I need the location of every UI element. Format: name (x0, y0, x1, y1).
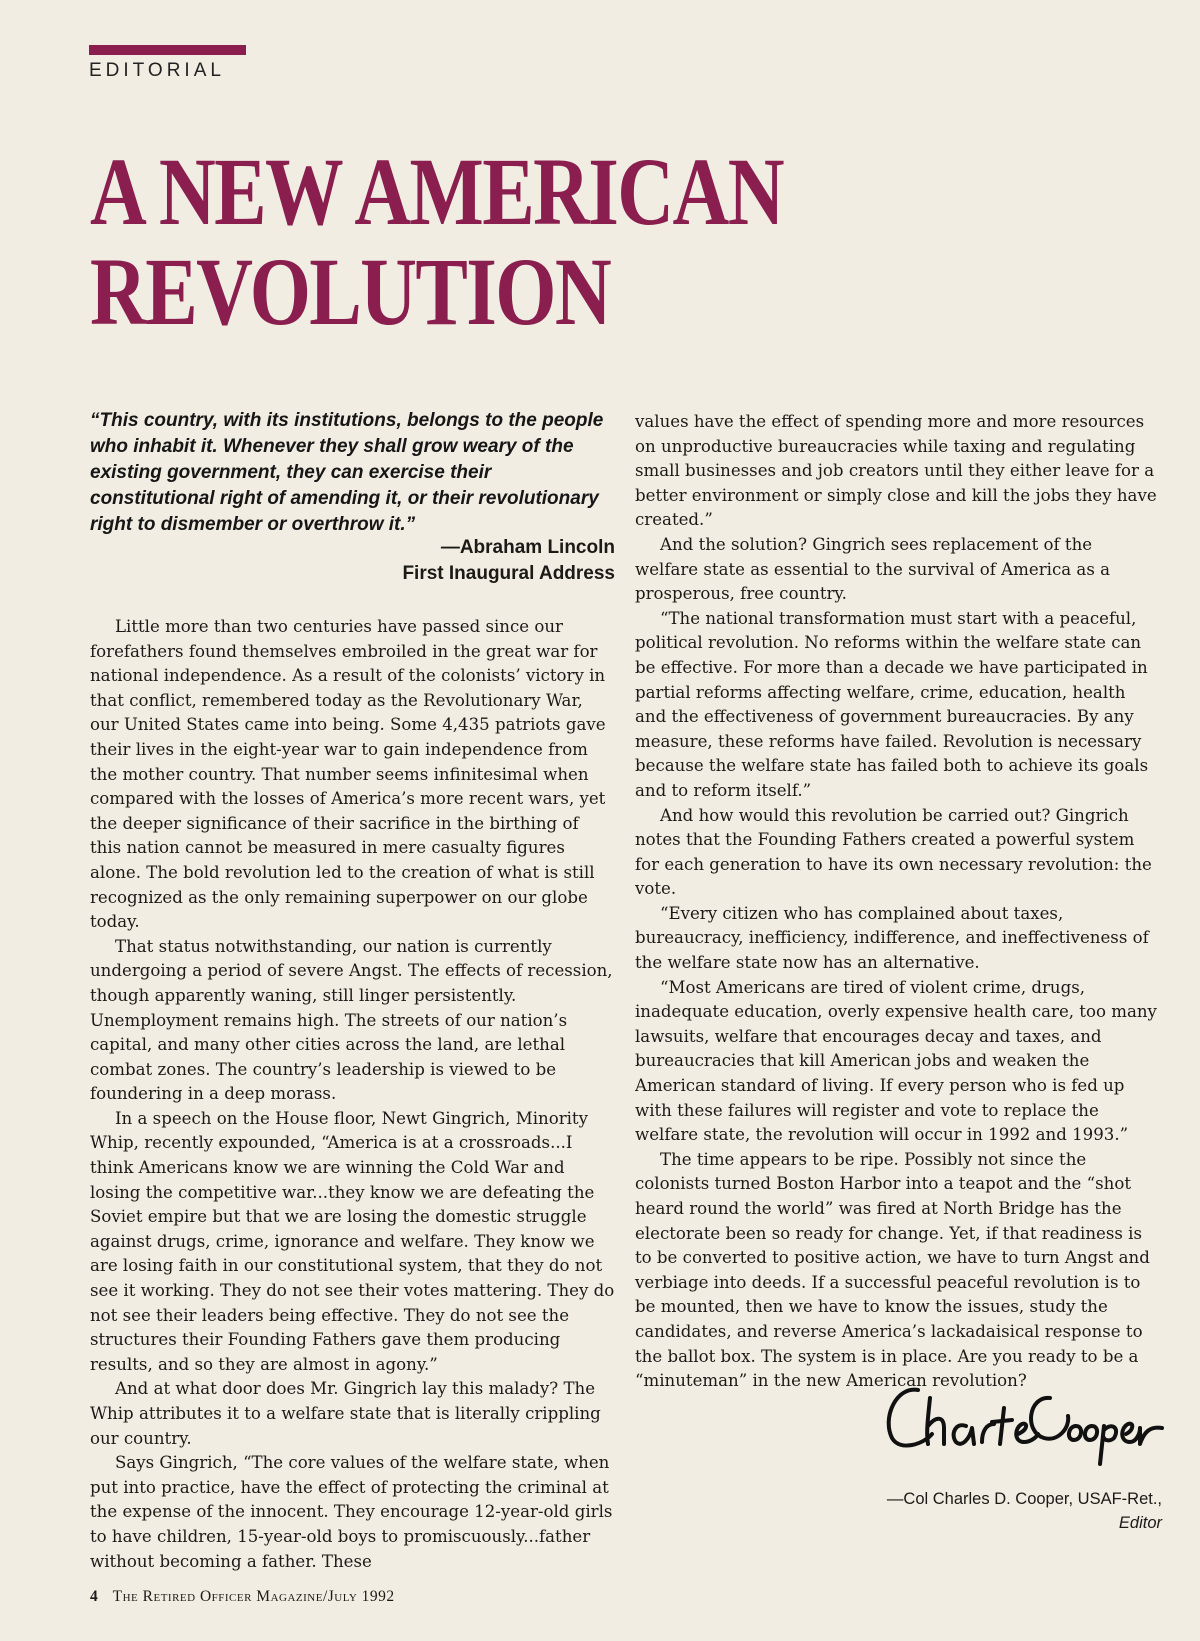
body-paragraph: And how would this revolution be carried out? Gingrich notes that the Founding Fathers created a powerful system for each generation to have its own necessary revolution: the vote. (635, 805, 1152, 899)
body-paragraph: “Most Americans are tired of violent crime, drugs, inadequate education, overly expensive health care, too many lawsuits, welfare that encourages decay and taxes, and bureaucracies that kill American jobs and weaken the American standard of living. If every person who is fed up with these failures will register and vote to replace the welfare state, the revolution will occur in 1992 and 1993.” (635, 977, 1157, 1145)
body-paragraph: “The national transformation must start with a peaceful, political revolution. No reforms within the welfare state can be effective. For more than a decade we have participated in partial reforms affecting welfare, crime, education, health and the effectiveness of government bureaucracies. By any measure, these reforms have failed. Revolution is necessary because the welfare state has failed both to achieve its goals and to reform itself.” (635, 608, 1149, 800)
epigraph-quote: “This country, with its institutions, belongs to the people who inhabit it. Whenever they shall grow weary of the existing government, they can exercise their constitutional right of amending it, or their revolutionary right to dismember or overthrow it.” (90, 410, 604, 535)
signature-title: Editor (1118, 1514, 1162, 1532)
headline-line-1: A NEW AMERICAN (90, 138, 783, 245)
body-paragraph: Says Gingrich, “The core values of the welfare state, when put into practice, have the effect of protecting the criminal at the expense of the innocent. They encourage 12-year-old girls to have children, 15-year-old boys to promiscuously...father without becoming a father. These (90, 1453, 613, 1571)
body-column-left (90, 615, 615, 1574)
body-column-right (635, 410, 1160, 1394)
body-paragraph: “Every citizen who has complained about taxes, bureaucracy, inefficiency, indifference, and ineffectiveness of the welfare state now has an alternative. (635, 903, 1149, 973)
page-footer (90, 1588, 395, 1606)
body-paragraph: In a speech on the House floor, Newt Gingrich, Minority Whip, recently expounded, “America is at a crossroads...I think Americans know we are winning the Cold War and losing the competitive war...they know we are defeating the Soviet empire but that we are losing the domestic struggle against drugs, crime, ignorance and welfare. They know we are losing faith in our constitutional system, that they do not see it working. They do not see their votes mattering. They do not see their leaders being effective. They do not see the structures their Founding Fathers gave them producing results, and so they are almost in agony.” (90, 1108, 615, 1374)
signature-name: —Col Charles D. Cooper, USAF-Ret., (886, 1490, 1162, 1508)
epigraph-author: —Abraham Lincoln (440, 537, 615, 558)
body-paragraph: That status notwithstanding, our nation is currently undergoing a period of severe Angst. The effects of recession, though apparently waning, still linger persistently. Unemployment remains high. The streets of our nation’s capital, and many other cities across the land, are lethal combat zones. The country’s leadership is viewed to be foundering in a deep morass. (90, 936, 613, 1104)
section-label: EDITORIAL (89, 60, 225, 81)
handwritten-signature (878, 1368, 1168, 1468)
body-paragraph: The time appears to be ripe. Possibly not since the colonists turned Boston Harbor into a teapot and the “shot heard round the world” was fired at North Bridge has the electorate been so ready for change. Yet, if that readiness is to be converted to positive action, we have to turn Angst and verbiage into deeds. If a successful peaceful revolution is to be mounted, then we have to know the issues, study the candidates, and reverse America’s lackadaisical response to the ballot box. The system is in place. Are you ready to be a “minuteman” in the new American revolution? (635, 1149, 1150, 1391)
publication-line: The Retired Officer Magazine/July 1992 (112, 1588, 395, 1605)
page-number: 4 (90, 1588, 99, 1605)
epigraph-source: First Inaugural Address (402, 563, 615, 584)
signature-block (760, 1487, 1162, 1535)
body-paragraph: And the solution? Gingrich sees replacement of the welfare state as essential to the survival of America as a prosperous, free country. (635, 534, 1110, 604)
headline-line-2: REVOLUTION (90, 238, 611, 345)
body-paragraph-continued: values have the effect of spending more and more resources on unproductive bureaucracies while taxing and regulating small businesses and job creators until they either leave for a better environment or simply close and kill the jobs they have created.” (635, 412, 1157, 530)
section-rule (89, 45, 246, 55)
epigraph-attribution (300, 535, 615, 587)
body-paragraph: And at what door does Mr. Gingrich lay this malady? The Whip attributes it to a welfare state that is literally crippling our country. (90, 1379, 601, 1448)
body-paragraph: Little more than two centuries have passed since our forefathers found themselves embroiled in the great war for national independence. As a result of the colonists’ victory in that conflict, remembered today as the Revolutionary War, our United States came into being. Some 4,435 patriots gave their lives in the eight-year war to gain independence from the mother country. That number seems infinitesimal when compared with the losses of America’s more recent wars, yet the deeper significance of their sacrifice in the birthing of this nation cannot be measured in mere casualty figures alone. The bold revolution led to the creation of what is still recognized as the only remaining superpower on our globe today. (90, 617, 606, 932)
headline (90, 138, 828, 345)
